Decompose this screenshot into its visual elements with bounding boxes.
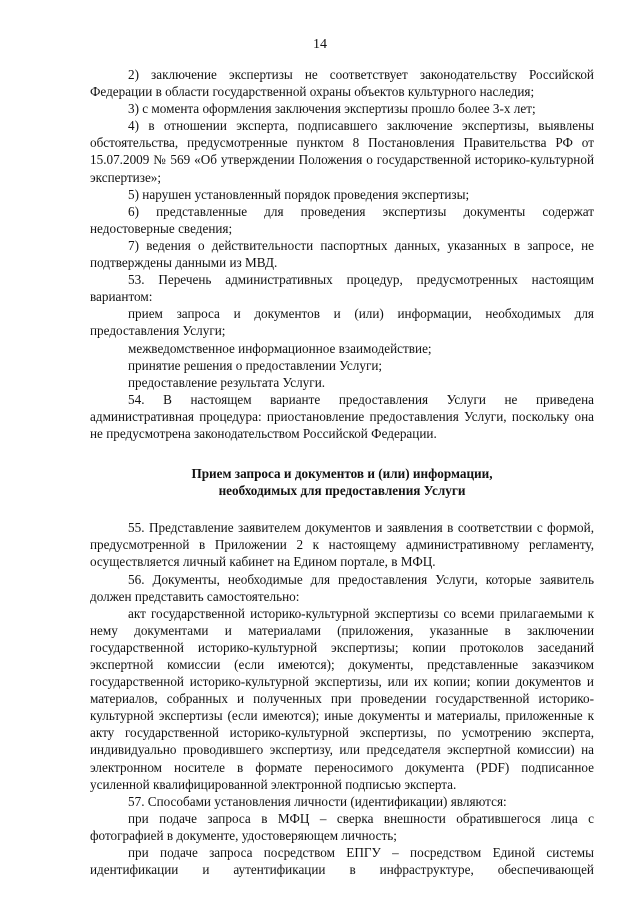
section-heading-line: Прием запроса и документов и (или) информации,	[191, 466, 493, 482]
paragraph: 7) ведения о действительности паспортных данных, указанных в запросе, не подтверждены данными из МВД.	[90, 237, 594, 271]
paragraph: 5) нарушен установленный порядок проведения экспертизы;	[128, 186, 470, 202]
page-number: 14	[313, 37, 327, 52]
paragraph: 3) с момента оформления заключения экспертизы прошло более 3-х лет;	[128, 101, 536, 117]
list-item: прием запроса и документов и (или) информации, необходимых для предоставления Услуги;	[90, 306, 594, 339]
paragraph: 2) заключение экспертизы не соответствует законодательству Российской Федерации в области государственной охраны объектов культурного наследия;	[90, 67, 594, 100]
list-item: при подаче запроса в МФЦ – сверка внешности обратившегося лица с фотографией в документе, удостоверяющем личность;	[90, 810, 594, 843]
paragraph: 6) представленные для проведения экспертизы документы содержат недостоверные сведения;	[90, 203, 594, 236]
paragraph: акт государственной историко-культурной экспертизы со всеми прилагаемыми к нему документами и материалами (приложения, указанные в заключении государственной историко-культурной экспертизы; копии протоколов заседаний экспертной комиссии (если имеются); документы, представленные заказчиком государственной историко-культурной экспертизы, или их копии; копии документов и материалов, собранных и полученных при проведении государственной историко-культурной экспертизы (если имеются); иные документы и материалы, приложенные к акту государственной историко-культурной экспертизы, по усмотрению эксперта, индивидуально проводившего экспертизу, или председателя экспертной комиссии) на электронном носителе в формате переносимого документа (PDF) подписанное усиленной квалифицированной электронной подписью эксперта.	[90, 605, 594, 792]
list-item: при подаче запроса посредством ЕПГУ – посредством Единой системы идентификации и аутентификации в инфраструктуре, обеспечивающей	[90, 845, 594, 878]
section-heading	[90, 465, 594, 499]
paragraph: 53. Перечень административных процедур, предусмотренных настоящим вариантом:	[90, 272, 594, 305]
list-item: межведомственное информационное взаимодействие;	[128, 340, 432, 356]
list-item: предоставление результата Услуги.	[128, 374, 326, 390]
section-heading-line: необходимых для предоставления Услуги	[218, 483, 466, 499]
document-body	[90, 66, 594, 878]
paragraph: 4) в отношении эксперта, подписавшего заключение экспертизы, выявлены обстоятельства, предусмотренные пунктом 8 Постановления Правительства РФ от 15.07.2009 № 569 «Об утверждении Положения о государственной историко-культурной экспертизе»;	[90, 118, 594, 185]
paragraph: 55. Представление заявителем документов и заявления в соответствии с формой, предусмотренной в Приложении 2 к настоящему административному регламенту, осуществляется личный кабинет на Едином портале, в МФЦ.	[90, 520, 594, 570]
paragraph: 57. Способами установления личности (идентификации) являются:	[128, 793, 507, 809]
paragraph: 54. В настоящем варианте предоставления Услуги не приведена административная процедура: приостановление предоставления Услуги, поскольку она не предусмотрена законодательством Российской Федерации.	[90, 391, 594, 441]
paragraph: 56. Документы, необходимые для предоставления Услуги, которые заявитель должен представить самостоятельно:	[90, 571, 594, 604]
list-item: принятие решения о предоставлении Услуги;	[128, 357, 383, 373]
